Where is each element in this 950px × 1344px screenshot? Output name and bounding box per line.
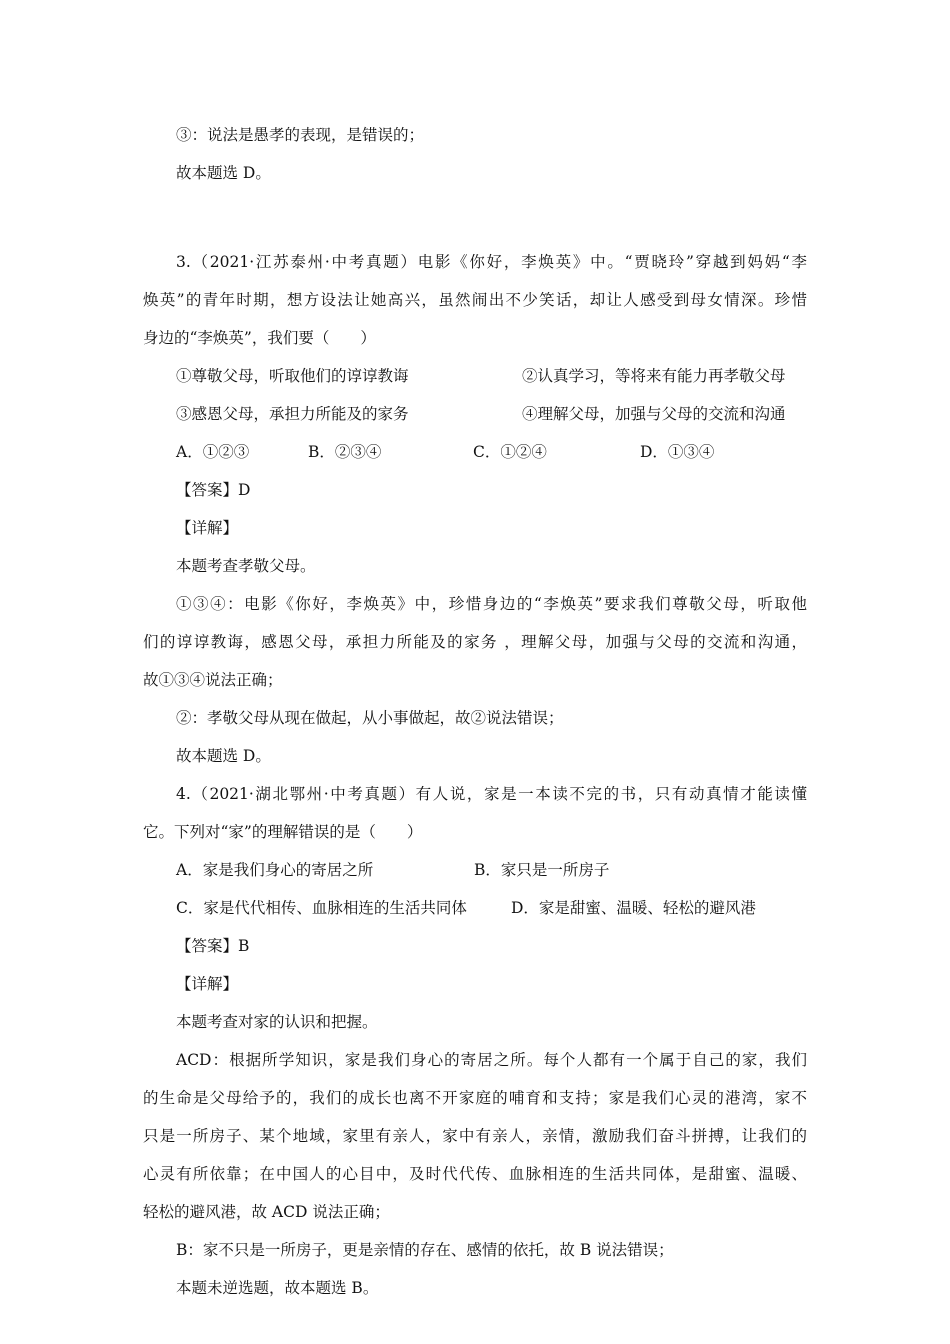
text-line: 故本题选 D。 (176, 164, 271, 182)
question-3-explanation: 故①③④说法正确； (143, 671, 283, 689)
question-4-option-d: D．家是甜蜜、温暖、轻松的避风港 (511, 899, 756, 917)
question-3-detail-heading: 【详解】 (176, 519, 239, 537)
question-3-item: ④理解父母，加强与父母的交流和沟通 (522, 405, 786, 423)
question-3-option-a: A．①②③ (176, 443, 250, 461)
question-3-item: ①尊敬父母，听取他们的谆谆教诲 (176, 367, 409, 385)
question-3-explanation: 们的谆谆教诲，感恩父母，承担力所能及的家务 ，理解父母，加强与父母的交流和沟通， (143, 633, 807, 651)
question-3-answer: 【答案】D (176, 481, 251, 499)
question-3-item: ②认真学习，等将来有能力再孝敬父母 (522, 367, 786, 385)
question-4-explanation: 本题未逆选题，故本题选 B。 (176, 1279, 379, 1297)
question-3-explanation: ①③④：电影《你好，李焕英》中，珍惜身边的“李焕英”要求我们尊敬父母，听取他 (176, 595, 807, 613)
question-4-explanation: 本题考查对家的认识和把握。 (176, 1013, 378, 1031)
question-4-stem: 它。下列对“家”的理解错误的是（ ） (143, 823, 423, 841)
question-3-stem: 焕英”的青年时期，想方设法让她高兴，虽然闹出不少笑话，却让人感受到母女情深。珍惜 (143, 291, 807, 309)
question-4-explanation: 只是一所房子、某个地域，家里有亲人，家中有亲人，亲情，激励我们奋斗拼搏，让我们的 (143, 1127, 807, 1145)
question-4-option-c: C．家是代代相传、血脉相连的生活共同体 (176, 899, 467, 917)
question-4-explanation: ACD：根据所学知识，家是我们身心的寄居之所。每个人都有一个属于自己的家，我们 (176, 1051, 807, 1069)
question-4-explanation: B：家不只是一所房子，更是亲情的存在、感情的依托，故 B 说法错误； (176, 1241, 674, 1259)
question-3-stem: 3.（2021·江苏泰州·中考真题）电影《你好，李焕英》中。“贾晓玲”穿越到妈妈“李 (176, 253, 807, 271)
question-3-option-d: D．①③④ (640, 443, 715, 461)
question-4-explanation: 心灵有所依靠；在中国人的心目中，及时代代传、血脉相连的生活共同体，是甜蜜、温暖、 (143, 1165, 807, 1183)
question-4-explanation: 轻松的避风港，故 ACD 说法正确； (143, 1203, 390, 1221)
question-4-detail-heading: 【详解】 (176, 975, 239, 993)
question-3-explanation: 故本题选 D。 (176, 747, 271, 765)
question-4-stem: 4.（2021·湖北鄂州·中考真题）有人说，家是一本读不完的书，只有动真情才能读懂 (176, 785, 807, 803)
question-3-explanation: 本题考查孝敬父母。 (176, 557, 316, 575)
text-line: ③：说法是愚孝的表现，是错误的； (176, 126, 425, 144)
question-4-explanation: 的生命是父母给予的，我们的成长也离不开家庭的哺育和支持；家是我们心灵的港湾，家不 (143, 1089, 807, 1107)
question-4-answer: 【答案】B (176, 937, 250, 955)
question-3-option-c: C．①②④ (473, 443, 547, 461)
question-4-option-b: B．家只是一所房子 (474, 861, 610, 879)
question-4-option-a: A．家是我们身心的寄居之所 (176, 861, 374, 879)
question-3-explanation: ②：孝敬父母从现在做起，从小事做起，故②说法错误； (176, 709, 564, 727)
question-3-item: ③感恩父母，承担力所能及的家务 (176, 405, 409, 423)
question-3-stem: 身边的“李焕英”，我们要（ ） (143, 329, 376, 347)
question-3-option-b: B．②③④ (308, 443, 382, 461)
